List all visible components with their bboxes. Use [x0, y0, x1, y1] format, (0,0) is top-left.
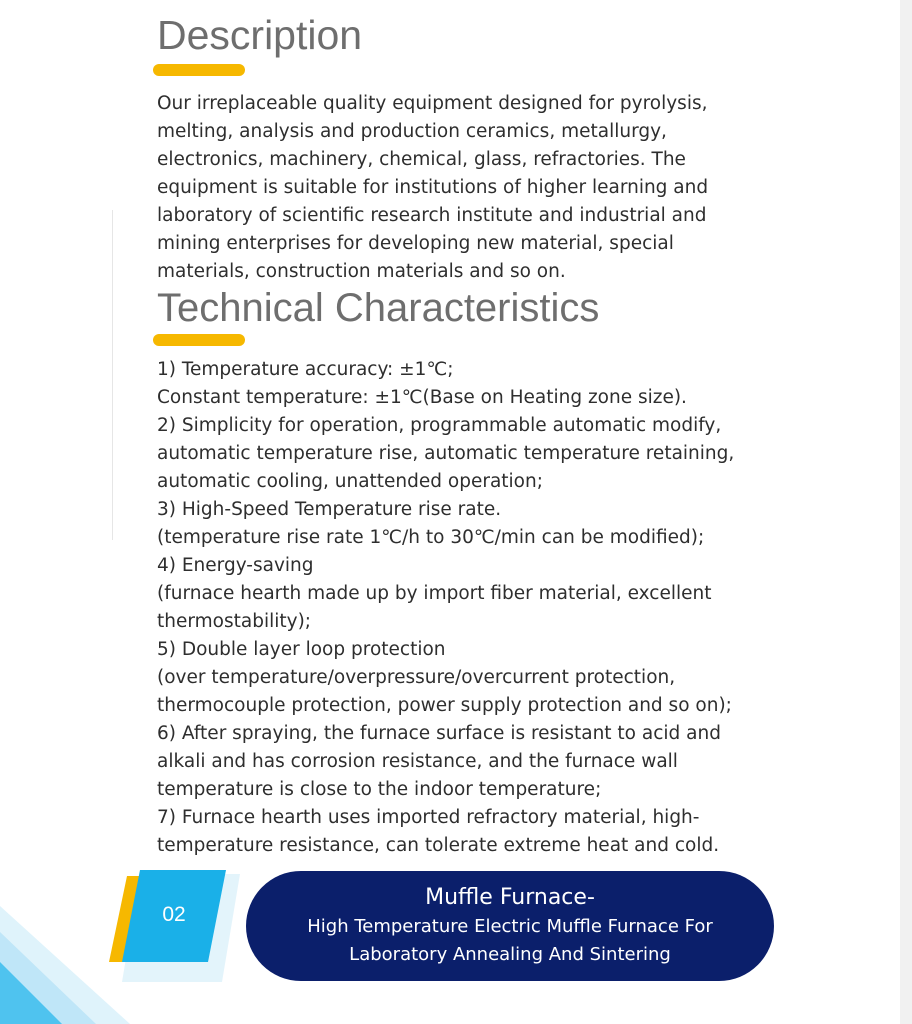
description-text: Our irreplaceable quality equipment designed for pyrolysis, melting, analysis and production ceramics, metallurgy, electronics, machinery, chemical, glass, refractories. The equipment is suitable for institutions of higher learning and laboratory of scientific research institute and industrial and mining enterprises for developing new material, special materials, construction materials and so on. — [157, 93, 709, 282]
tech-line: 5) Double layer loop protection — [157, 639, 446, 660]
tech-line: 1) Temperature accuracy: ±1℃; — [157, 359, 454, 380]
product-subtitle-line-2: Laboratory Annealing And Sintering — [349, 944, 671, 965]
description-heading: Description — [157, 12, 363, 58]
tech-line: thermostability); — [157, 611, 312, 632]
tech-line: temperature resistance, can tolerate extreme heat and cold. — [157, 835, 720, 856]
product-title-banner — [246, 871, 774, 981]
tech-line: 6) After spraying, the furnace surface is resistant to acid and — [157, 723, 721, 744]
page-edge-strip — [900, 0, 912, 1024]
tech-line: 2) Simplicity for operation, programmable automatic modify, — [157, 415, 722, 436]
tech-line: (temperature rise rate 1℃/h to 30℃/min can be modified); — [157, 527, 705, 548]
tech-line: (furnace hearth made up by import fiber material, excellent — [157, 583, 712, 604]
page-number: 02 — [162, 903, 186, 926]
technical-heading: Technical Characteristics — [157, 286, 600, 330]
tech-line: thermocouple protection, power supply protection and so on); — [157, 695, 732, 716]
left-margin-rule — [112, 210, 113, 540]
product-subtitle-line-1: High Temperature Electric Muffle Furnace For — [307, 916, 713, 937]
tech-line: Constant temperature: ±1℃(Base on Heating zone size). — [157, 387, 687, 408]
tech-line: 4) Energy-saving — [157, 555, 314, 576]
product-title: Muffle Furnace- — [425, 885, 595, 910]
tech-line: 7) Furnace hearth uses imported refractory material, high- — [157, 807, 700, 828]
tech-line: alkali and has corrosion resistance, and the furnace wall — [157, 751, 678, 772]
tech-line: 3) High-Speed Temperature rise rate. — [157, 499, 502, 520]
technical-characteristics-list — [157, 356, 777, 860]
tech-line: automatic cooling, unattended operation; — [157, 471, 543, 492]
technical-heading-underline — [153, 334, 245, 346]
tech-line: temperature is close to the indoor temperature; — [157, 779, 602, 800]
tech-line: automatic temperature rise, automatic temperature retaining, — [157, 443, 735, 464]
corner-decoration — [0, 870, 260, 1024]
tech-line: (over temperature/overpressure/overcurrent protection, — [157, 667, 676, 688]
description-heading-underline — [153, 64, 245, 76]
